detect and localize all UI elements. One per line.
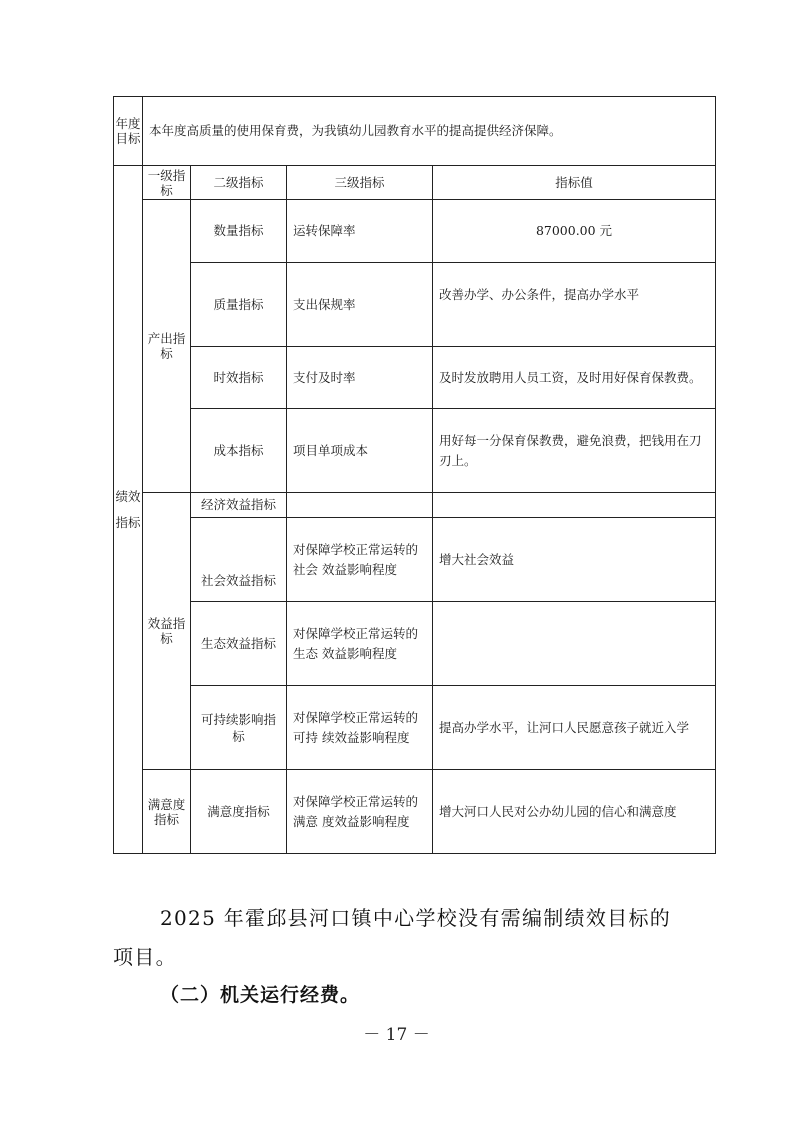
output-level2: 成本指标 [191,409,287,493]
benefit-level2: 可持续影响指标 [191,686,287,770]
header-level3: 三级指标 [287,166,433,200]
output-level3: 运转保障率 [287,200,433,263]
output-level2: 数量指标 [191,200,287,263]
header-level2: 二级指标 [191,166,287,200]
benefit-level3: 对保障学校正常运转的可持 续效益影响程度 [287,686,433,770]
output-level3: 项目单项成本 [287,409,433,493]
output-value: 87000.00 元 [433,200,716,263]
performance-indicator-label: 绩效指标 [114,166,143,854]
benefit-level2: 经济效益指标 [191,493,287,518]
output-level3: 支出保规率 [287,263,433,347]
output-value: 改善办学、办公条件，提高办学水平 [433,263,716,347]
body-paragraph-line1: 2025 年霍邱县河口镇中心学校没有需编制绩效目标的 [160,906,672,930]
output-level2: 时效指标 [191,347,287,409]
benefit-value: 提高办学水平，让河口人民愿意孩子就近入学 [433,686,716,770]
benefit-level3 [287,493,433,518]
section-heading: （二）机关运行经费。 [160,984,361,1006]
header-value: 指标值 [433,166,716,200]
benefit-value [433,493,716,518]
satisfaction-value: 增大河口人民对公办幼儿园的信心和满意度 [433,770,716,854]
benefit-level3: 对保障学校正常运转的社会 效益影响程度 [287,518,433,602]
annual-goal-text: 本年度高质量的使用保育费，为我镇幼儿园教育水平的提高提供经济保障。 [143,97,716,166]
output-value: 用好每一分保育保教费，避免浪费，把钱用在刀刃上。 [433,409,716,493]
annual-goal-label: 年度目标 [114,97,143,166]
output-value: 及时发放聘用人员工资，及时用好保育保教费。 [433,347,716,409]
benefit-indicator-group: 效益指标 [143,493,191,770]
output-indicator-group: 产出指标 [143,200,191,493]
benefit-level2: 社会效益指标 [191,518,287,602]
satisfaction-level2: 满意度指标 [191,770,287,854]
benefit-level2: 生态效益指标 [191,602,287,686]
benefit-value [433,602,716,686]
page-number: － 17 － [363,1025,430,1045]
satisfaction-indicator-group: 满意度指标 [143,770,191,854]
body-paragraph-line2: 项目。 [113,945,177,969]
performance-table [113,96,715,854]
satisfaction-level3: 对保障学校正常运转的满意 度效益影响程度 [287,770,433,854]
benefit-level3: 对保障学校正常运转的生态 效益影响程度 [287,602,433,686]
output-level2: 质量指标 [191,263,287,347]
header-level1: 一级指标 [143,166,191,200]
output-level3: 支付及时率 [287,347,433,409]
benefit-value: 增大社会效益 [433,518,716,602]
